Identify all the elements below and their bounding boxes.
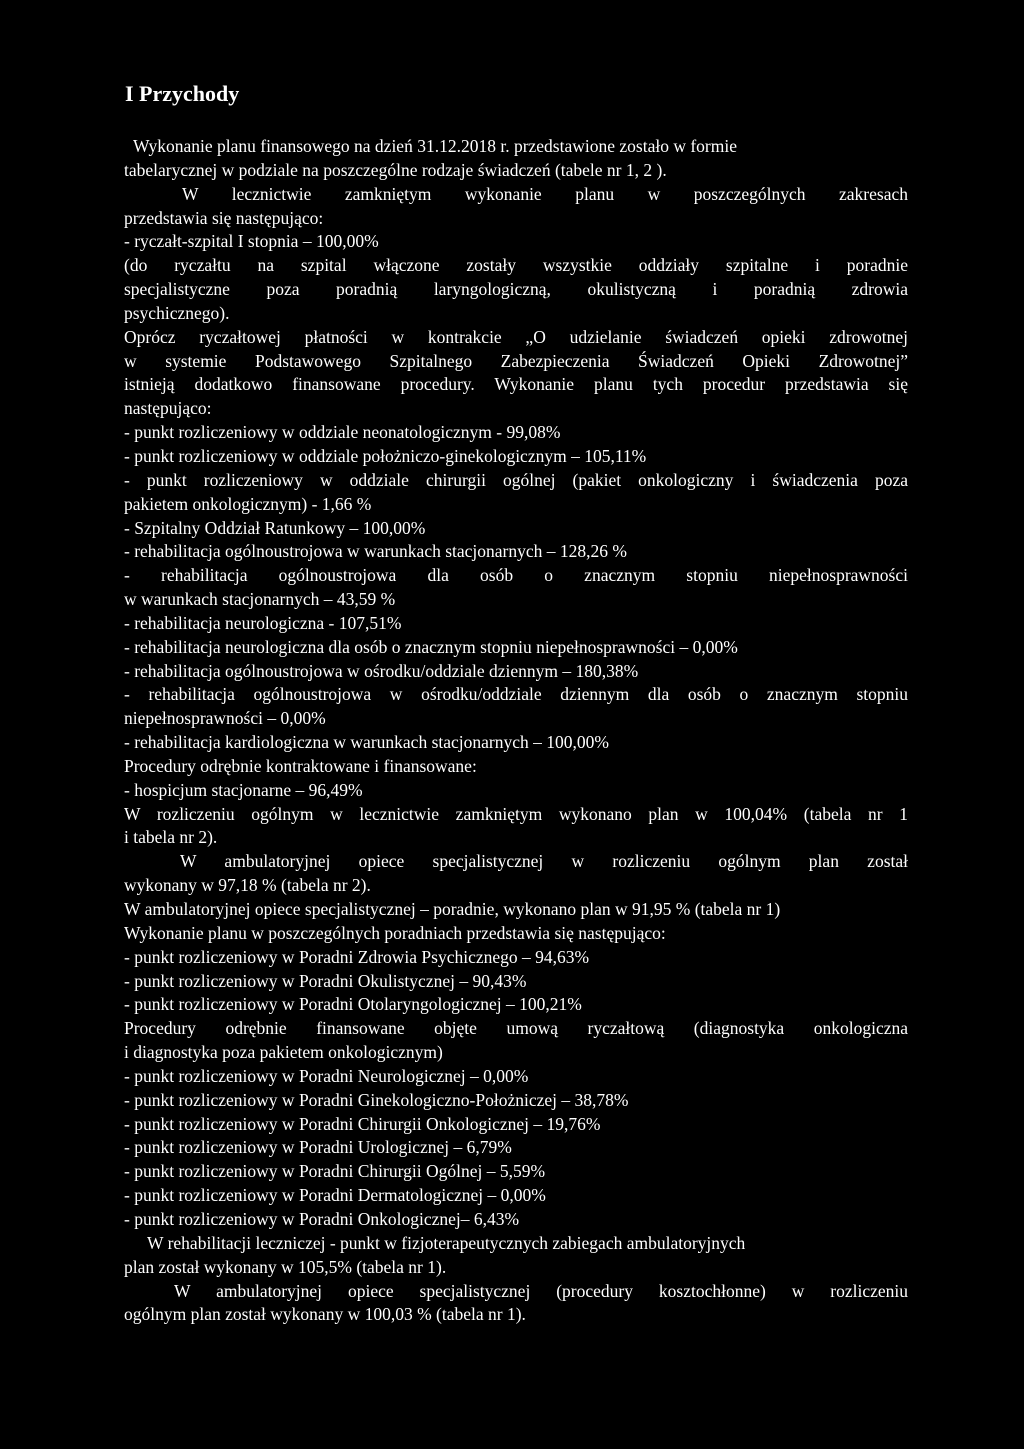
list-item: - punkt rozliczeniowy w Poradni Zdrowia Psychicznego – 94,63% (124, 946, 590, 967)
list-item-continuation: niepełnosprawności – 0,00% (124, 708, 326, 729)
list-item: - punkt rozliczeniowy w Poradni Neurologicznej – 0,00% (124, 1065, 529, 1086)
list-item: - rehabilitacja neurologiczna - 107,51% (124, 612, 402, 633)
list-item: - punkt rozliczeniowy w Poradni Ginekologiczno-Położniczej – 38,78% (124, 1089, 629, 1110)
paragraph-line: wykonany w 97,18 % (tabela nr 2). (124, 875, 371, 896)
paragraph-line: W ambulatoryjnej opiece specjalistycznej w rozliczeniu ogólnym plan został (180, 851, 908, 872)
paragraph-line: istnieją dodatkowo finansowane procedury. Wykonanie planu tych procedur przedstawia się (124, 374, 908, 395)
list-item: - punkt rozliczeniowy w Poradni Dermatologicznej – 0,00% (124, 1185, 546, 1206)
list-item: - punkt rozliczeniowy w Poradni Otolaryngologicznej – 100,21% (124, 994, 582, 1015)
paragraph-line: ogólnym plan został wykonany w 100,03 % (tabela nr 1). (124, 1304, 526, 1325)
section-heading: I Przychody (125, 81, 240, 106)
list-item: - rehabilitacja ogólnoustrojowa w ośrodku/oddziale dziennym dla osób o znacznym stopniu (124, 684, 908, 705)
paragraph-line: w systemie Podstawowego Szpitalnego Zabezpieczenia Świadczeń Opieki Zdrowotnej” (124, 350, 908, 371)
document-body (124, 135, 908, 1327)
paragraph-line: tabelarycznej w podziale na poszczególne rodzaje świadczeń (tabele nr 1, 2 ). (124, 159, 667, 180)
paragraph-line: specjalistyczne poza poradnią laryngologiczną, okulistyczną i poradnią zdrowia (124, 279, 908, 300)
list-item: - punkt rozliczeniowy w Poradni Chirurgii Ogólnej – 5,59% (124, 1161, 546, 1182)
list-item: - punkt rozliczeniowy w Poradni Okulistycznej – 90,43% (124, 970, 527, 991)
list-item-continuation: w warunkach stacjonarnych – 43,59 % (124, 589, 396, 610)
paragraph-line: Procedury odrębnie finansowane objęte umową ryczałtową (diagnostyka onkologiczna (124, 1018, 908, 1039)
list-item: - punkt rozliczeniowy w Poradni Onkologicznej– 6,43% (124, 1208, 520, 1229)
list-item: - punkt rozliczeniowy w oddziale położniczo-ginekologicznym – 105,11% (124, 445, 647, 466)
paragraph-line: W lecznictwie zamkniętym wykonanie planu w poszczególnych zakresach (182, 183, 908, 204)
list-item-continuation: pakietem onkologicznym) - 1,66 % (124, 493, 372, 514)
paragraph-line: psychicznego). (124, 302, 230, 323)
paragraph-line: i diagnostyka poza pakietem onkologicznym) (124, 1042, 443, 1063)
list-item: - rehabilitacja kardiologiczna w warunkach stacjonarnych – 100,00% (124, 732, 609, 753)
paragraph-line: W ambulatoryjnej opiece specjalistycznej – poradnie, wykonano plan w 91,95 % (tabela nr 1) (124, 899, 781, 919)
paragraph-line: plan został wykonany w 105,5% (tabela nr 1). (124, 1256, 447, 1277)
paragraph-line: Procedury odrębnie kontraktowane i finansowane: (124, 755, 477, 776)
list-item: - punkt rozliczeniowy w Poradni Urologicznej – 6,79% (124, 1137, 512, 1158)
paragraph-line: Oprócz ryczałtowej płatności w kontrakcie „O udzielanie świadczeń opieki zdrowotnej (124, 326, 908, 347)
list-item: - punkt rozliczeniowy w oddziale neonatologicznym - 99,08% (124, 422, 561, 443)
list-item: - rehabilitacja ogólnoustrojowa w ośrodku/oddziale dziennym – 180,38% (124, 660, 639, 681)
list-item: - punkt rozliczeniowy w Poradni Chirurgii Onkologicznej – 19,76% (124, 1113, 601, 1134)
list-item: - rehabilitacja neurologiczna dla osób o znacznym stopniu niepełnosprawności – 0,00% (124, 636, 738, 657)
paragraph-line: (do ryczałtu na szpital włączone zostały wszystkie oddziały szpitalne i poradnie (124, 255, 908, 276)
paragraph-line: Wykonanie planu finansowego na dzień 31.12.2018 r. przedstawione zostało w formie (133, 136, 737, 156)
list-item: - rehabilitacja ogólnoustrojowa w warunkach stacjonarnych – 128,26 % (124, 541, 627, 562)
paragraph-line: i tabela nr 2). (124, 827, 218, 848)
list-item: - ryczałt-szpital I stopnia – 100,00% (124, 231, 379, 252)
paragraph-line: W ambulatoryjnej opiece specjalistycznej (procedury kosztochłonne) w rozliczeniu (174, 1280, 908, 1301)
paragraph-line: W rehabilitacji leczniczej - punkt w fizjoterapeutycznych zabiegach ambulatoryjnych (147, 1232, 746, 1253)
paragraph-line: W rozliczeniu ogólnym w lecznictwie zamkniętym wykonano plan w 100,04% (tabela nr 1 (124, 803, 908, 824)
list-item: - Szpitalny Oddział Ratunkowy – 100,00% (124, 517, 426, 538)
paragraph-line: Wykonanie planu w poszczególnych poradniach przedstawia się następująco: (124, 922, 666, 943)
list-item: - rehabilitacja ogólnoustrojowa dla osób o znacznym stopniu niepełnosprawności (124, 565, 908, 586)
list-item: - punkt rozliczeniowy w oddziale chirurgii ogólnej (pakiet onkologiczny i świadczenia poza (124, 469, 908, 490)
list-item: - hospicjum stacjonarne – 96,49% (124, 779, 363, 800)
paragraph-line: następująco: (124, 398, 212, 419)
paragraph-line: przedstawia się następująco: (124, 207, 324, 228)
